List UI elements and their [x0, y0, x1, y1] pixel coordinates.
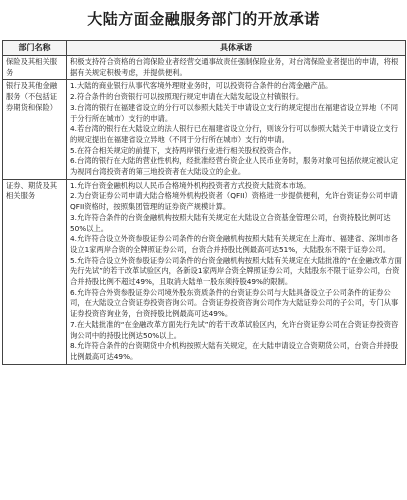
commitment-item: 6.允许符合外资参股证券公司境外股东资质条件的台资证券公司与大陆具备设立子公司条件的证券公司，在大陆设立合资证券投资咨询公司。合资证券投资咨询公司作为大陆证券公司的子公司，专门从事证券投资咨询业务，台资持股比例最高可达49%。: [70, 287, 399, 319]
commitment-item: 3.允许符合条件的台资金融机构按照大陆有关规定在大陆设立合资基金管理公司，台资持股比例可达50%以上。: [70, 212, 391, 233]
table-row: [3, 179, 406, 364]
commitment-item: 4.允许符合设立外资参股证券公司条件的台资金融机构按照大陆有关规定在上海市、福建省、深圳市各设立1家两岸合资的全牌照证券公司，台资合并持股比例最高可达51%，大陆股东不限于证券公司。: [70, 234, 399, 254]
commitments-cell: [67, 56, 406, 80]
department-cell: 证券、期货及其相关服务: [3, 179, 67, 364]
page-title: 大陆方面金融服务部门的开放承诺: [87, 10, 320, 28]
commitments-table: [2, 40, 406, 365]
commitment-item: 积极支持符合资格的台湾保险业者经营交通事故责任强制保险业务，对台湾保险业者提出的申请，将根据有关规定积极考虑，并提供便利。: [70, 57, 399, 77]
commitment-item: 2.为台资证券公司申请大陆合格境外机构投资者（QFII）资格进一步提供便利，允许台资证券公司申请QFII资格时，按照集团管理的证券资产规模计算。: [70, 191, 398, 212]
header-department: 部门名称: [3, 41, 67, 56]
commitment-item: 1.允许台资金融机构以人民币合格境外机构投资者方式投资大陆资本市场。: [70, 180, 311, 190]
department-cell: 银行及其他金融服务（不包括证券期货和保险）: [3, 80, 67, 179]
commitment-item: 2.符合条件的台资银行可以按照现行规定申请在大陆发起设立村镇银行。: [70, 92, 304, 102]
commitment-item: 7.在大陆批准的“在金融改革方面先行先试”的若干改革试验区内，允许台资证券公司在合资证券投资咨询公司中的持股比例达50%以上。: [70, 319, 399, 340]
table-header-row: [3, 41, 406, 56]
commitments-cell: [67, 179, 406, 364]
department-cell: 保险及其相关服务: [3, 56, 67, 80]
table-row: [3, 56, 406, 80]
commitment-item: 5.允许符合设立外资参股证券公司条件的台资金融机构按照大陆有关规定在大陆批准的“在金融改革方面先行先试”的若干改革试验区内，各新设1家两岸合资全牌照证券公司，大陆股东不限于证券公司，台资合并持股比例不超过49%，且取消大陆单一股东须持股49%的限制。: [70, 255, 402, 287]
commitment-item: 4.若台湾的银行在大陆设立的法人银行已在福建省设立分行，则该分行可以参照大陆关于申请设立支行的规定提出在福建省设立异地（不同于分行所在城市）支行的申请。: [70, 124, 399, 144]
commitment-item: 3.台湾的银行在福建省设立的分行可以参照大陆关于申请设立支行的规定提出在福建省设立异地（不同于分行所在城市）支行的申请。: [70, 102, 399, 123]
commitments-cell: [67, 80, 406, 179]
commitment-item: 1.大陆的商业银行从事代客境外理财业务时，可以投资符合条件的台湾金融产品。: [70, 81, 333, 91]
commitment-item: 8.允许符合条件的台资期货中介机构按照大陆有关规定，在大陆申请设立合资期货公司，台资合并持股比例最高可达49%。: [70, 341, 399, 361]
commitment-item: 6.台湾的银行在大陆的营业性机构，经批准经营台资企业人民币业务时，服务对象可包括依规定被认定为视同台湾投资者的第三地投资者在大陆设立的企业。: [70, 156, 399, 177]
header-commitments: 具体承诺: [67, 41, 406, 56]
table-row: [3, 80, 406, 179]
commitment-item: 5.在符合相关规定的前提下，支持两岸银行业进行相关股权投资合作。: [70, 145, 296, 155]
